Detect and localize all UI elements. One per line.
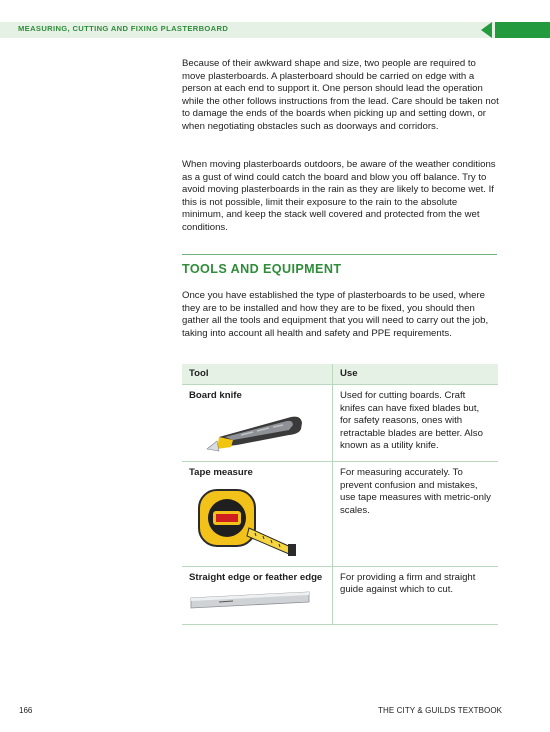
section-divider — [182, 254, 497, 255]
body-paragraph-1: Because of their awkward shape and size, two people are required to move plasterboards. A plasterboard should be carried on edge with a person at each end to support it. One person should lead the operation while the other follows instructions from the lead. Care should be taken not to damage the ends of the boards when picking up and setting down, or when negotiating obstacles such as doorways and corridors. — [182, 58, 499, 132]
table-header-row — [182, 364, 498, 385]
use-cell: For measuring accurately. To prevent confusion and mistakes, use tape measures with metric-only scales. — [333, 462, 499, 567]
tape-measure-icon — [189, 484, 307, 562]
utility-knife-icon — [189, 407, 307, 457]
tool-name: Board knife — [189, 390, 242, 401]
book-title: THE CITY & GUILDS TEXTBOOK — [378, 706, 503, 715]
section-intro-paragraph: Once you have established the type of plasterboards to be used, where they are to be installed and how they are to be fixed, you should then gather all the tools and equipment that you will need to carry out the job, taking into account all health and safety and PPE requirements. — [182, 290, 489, 339]
body-paragraph-2: When moving plasterboards outdoors, be aware of the weather conditions as a gust of wind could catch the board and blow you off balance. Try to avoid moving plasterboards in the rain as they are likely to become wet. If this is not possible, limit their exposure to the rain to the absolute minimum, and keep the stack well covered and protected from the wet conditions. — [182, 159, 496, 233]
page-marker-tab — [495, 22, 550, 38]
table-row — [182, 385, 498, 462]
tool-cell — [182, 385, 333, 462]
tool-name: Tape measure — [189, 467, 253, 478]
column-header-use: Use — [333, 364, 499, 385]
table-row — [182, 566, 498, 624]
use-cell: For providing a firm and straight guide against which to cut. — [333, 566, 499, 624]
use-cell: Used for cutting boards. Craft knifes can have fixed blades but, for safety reasons, ones with retractable blades are better. Also known as a utility knife. — [333, 385, 499, 462]
tool-name: Straight edge or feather edge — [189, 571, 323, 583]
column-header-tool: Tool — [182, 364, 333, 385]
tools-table — [182, 364, 498, 625]
tool-cell — [182, 566, 333, 624]
table-row — [182, 462, 498, 567]
page-number: 166 — [19, 706, 33, 715]
page-marker-arrow-icon — [481, 22, 492, 38]
running-header-title: MEASURING, CUTTING AND FIXING PLASTERBOARD — [18, 24, 229, 33]
straight-edge-icon — [189, 588, 313, 610]
tool-cell — [182, 462, 333, 567]
section-heading: TOOLS AND EQUIPMENT — [182, 262, 342, 276]
